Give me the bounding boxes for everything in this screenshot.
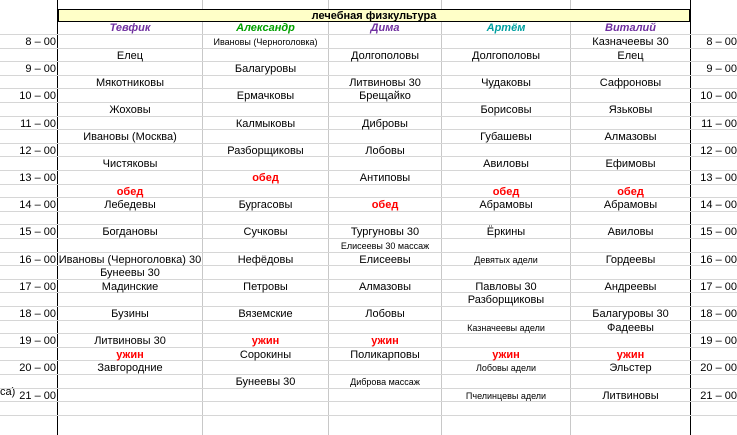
schedule-cell[interactable]: Ефимовы	[605, 158, 656, 170]
schedule-cell[interactable]: Нефёдовы	[237, 254, 294, 266]
schedule-cell[interactable]: Завгородние	[97, 362, 163, 374]
time-label-l[interactable]: 18 – 00	[19, 308, 56, 320]
schedule-cell[interactable]: Елец	[617, 50, 644, 62]
schedule-cell[interactable]: Ивановы (Москва)	[83, 131, 177, 143]
sheet-title[interactable]: лечебная физкультура	[58, 9, 690, 22]
schedule-cell[interactable]: Борисовы	[480, 104, 532, 116]
time-label-r[interactable]: 17 – 00	[700, 281, 737, 293]
edge-fragment: са)	[0, 386, 16, 398]
grid-line	[690, 0, 691, 435]
schedule-cell[interactable]: Диброва массаж	[350, 377, 420, 387]
schedule-cell[interactable]: Абрамовы	[479, 199, 533, 211]
schedule-cell[interactable]: Лобовы	[365, 308, 405, 320]
schedule-cell[interactable]: Долгополовы	[472, 50, 540, 62]
time-label-r[interactable]: 20 – 00	[700, 362, 737, 374]
schedule-cell[interactable]: Богдановы	[102, 226, 158, 238]
schedule-cell[interactable]: Елисеевы 30 массаж	[340, 241, 430, 251]
schedule-cell[interactable]: Казначеевы 30	[592, 36, 669, 48]
time-label-r[interactable]: 11 – 00	[701, 118, 737, 130]
meal-break-cell[interactable]: ужин	[251, 335, 280, 347]
time-label-r[interactable]: 14 – 00	[700, 199, 737, 211]
schedule-cell[interactable]: Вяземские	[238, 308, 293, 320]
time-label-l[interactable]: 14 – 00	[19, 199, 56, 211]
time-label-r[interactable]: 8 – 00	[706, 36, 737, 48]
schedule-cell[interactable]: Алмазовы	[358, 281, 412, 293]
schedule-cell[interactable]: Елец	[116, 50, 144, 62]
schedule-cell[interactable]: Разборщиковы	[227, 145, 304, 157]
teacher-header-dima[interactable]: Дима	[370, 22, 400, 34]
schedule-cell[interactable]: Язьковы	[608, 104, 653, 116]
schedule-cell[interactable]: Авиловы	[607, 226, 654, 238]
teacher-header-tevfik[interactable]: Тевфик	[109, 22, 151, 34]
schedule-cell[interactable]: Поликарповы	[350, 349, 420, 361]
schedule-cell[interactable]: Абрамовы	[603, 199, 658, 211]
time-label-r[interactable]: 13 – 00	[700, 172, 737, 184]
schedule-cell[interactable]: Петровы	[243, 281, 288, 293]
time-label-r[interactable]: 16 – 00	[700, 254, 737, 266]
meal-break-cell[interactable]: ужин	[371, 335, 399, 347]
schedule-cell[interactable]: Антиповы	[359, 172, 411, 184]
schedule-cell[interactable]: Дибровы	[362, 118, 408, 130]
time-label-l[interactable]: 16 – 00	[19, 254, 56, 266]
meal-break-cell[interactable]: обед	[617, 186, 644, 198]
schedule-cell[interactable]: Андреевы	[604, 281, 657, 293]
time-label-r[interactable]: 10 – 00	[700, 90, 737, 102]
time-label-r[interactable]: 21 – 00	[700, 390, 737, 402]
grid-line	[0, 415, 737, 416]
schedule-cell[interactable]: Сучковы	[243, 226, 288, 238]
time-label-l[interactable]: 17 – 00	[19, 281, 56, 293]
schedule-cell[interactable]: Лобовы адели	[475, 363, 537, 373]
teacher-header-aleksandr[interactable]: Александр	[236, 22, 295, 34]
schedule-cell[interactable]: Губашевы	[480, 131, 532, 143]
schedule-cell[interactable]: Девятых адели	[474, 255, 538, 265]
teacher-header-artyom[interactable]: Артём	[486, 22, 526, 34]
time-label-r[interactable]: 9 – 00	[706, 63, 737, 75]
meal-break-cell[interactable]: обед	[116, 186, 144, 198]
schedule-cell[interactable]: Лебедевы	[104, 199, 156, 211]
time-label-l[interactable]: 13 – 00	[19, 172, 56, 184]
schedule-cell[interactable]: Сорокины	[239, 349, 292, 361]
schedule-cell[interactable]: Эльстер	[609, 362, 652, 374]
schedule-cell[interactable]: Бунеевы 30	[100, 267, 160, 279]
meal-break-cell[interactable]: ужин	[116, 349, 144, 361]
time-label-r[interactable]: 15 – 00	[700, 226, 737, 238]
time-label-l[interactable]: 20 – 00	[19, 362, 56, 374]
schedule-cell[interactable]: Ёркины	[486, 226, 526, 238]
meal-break-cell[interactable]: ужин	[616, 349, 645, 361]
schedule-cell[interactable]: Мадинские	[101, 281, 159, 293]
time-label-r[interactable]: 18 – 00	[700, 308, 737, 320]
schedule-cell[interactable]: Елисеевы	[359, 254, 411, 266]
grid-line	[328, 0, 329, 435]
meal-break-cell[interactable]: ужин	[492, 349, 520, 361]
schedule-cell[interactable]: Бургасовы	[238, 199, 293, 211]
time-label-l[interactable]: 19 – 00	[19, 335, 56, 347]
time-label-l[interactable]: 12 – 00	[19, 145, 56, 157]
time-label-l[interactable]: 15 – 00	[19, 226, 56, 238]
teacher-header-vitaliy[interactable]: Виталий	[605, 22, 656, 34]
schedule-cell[interactable]: Ивановы (Черноголовка) 30	[58, 254, 202, 266]
schedule-cell[interactable]: Алмазовы	[604, 131, 657, 143]
schedule-cell[interactable]: Мякотниковы	[96, 77, 164, 89]
schedule-cell[interactable]: Сафроновы	[599, 77, 662, 89]
time-label-l[interactable]: 8 – 00	[25, 36, 56, 48]
schedule-cell[interactable]: Пчелинцевы адели	[465, 391, 547, 401]
time-label-r[interactable]: 12 – 00	[700, 145, 737, 157]
schedule-cell[interactable]: Казначеевы адели	[467, 323, 545, 333]
schedule-cell[interactable]: Павловы 30	[475, 281, 537, 293]
schedule-cell[interactable]: Брещайко	[359, 90, 411, 102]
schedule-cell[interactable]: Разборщиковы	[467, 294, 545, 306]
schedule-cell[interactable]: Чудаковы	[481, 77, 531, 89]
schedule-cell[interactable]: Ивановы (Черноголовка)	[213, 37, 318, 47]
time-label-l[interactable]: 9 – 00	[25, 63, 56, 75]
meal-break-cell[interactable]: обед	[252, 172, 279, 184]
schedule-cell[interactable]: Авиловы	[483, 158, 529, 170]
schedule-cell[interactable]: Балагуровы	[234, 63, 297, 75]
schedule-cell[interactable]: Литвиновы 30	[349, 77, 421, 89]
schedule-cell[interactable]: Балагуровы 30	[592, 308, 669, 320]
schedule-cell[interactable]: Лобовы	[365, 145, 405, 157]
schedule-cell[interactable]: Литвиновы	[602, 390, 659, 402]
time-label-l[interactable]: 21 – 00	[19, 390, 56, 402]
schedule-cell[interactable]: Бунеевы 30	[235, 376, 296, 388]
schedule-cell[interactable]: Тургуновы 30	[350, 226, 420, 238]
schedule-cell[interactable]: Калмыковы	[235, 118, 296, 130]
meal-break-cell[interactable]: обед	[492, 186, 520, 198]
time-label-l[interactable]: 11 – 00	[20, 118, 56, 130]
schedule-cell[interactable]: Фадеевы	[607, 322, 654, 334]
schedule-cell[interactable]: Бузины	[111, 308, 149, 320]
time-label-r[interactable]: 19 – 00	[700, 335, 737, 347]
schedule-cell[interactable]: Чистяковы	[102, 158, 158, 170]
schedule-cell[interactable]: Литвиновы 30	[94, 335, 166, 347]
meal-break-cell[interactable]: обед	[371, 199, 399, 211]
time-label-l[interactable]: 10 – 00	[19, 90, 56, 102]
schedule-cell[interactable]: Долгополовы	[351, 50, 419, 62]
schedule-cell[interactable]: Ермачковы	[236, 90, 295, 102]
schedule-cell[interactable]: Жоховы	[109, 104, 151, 116]
schedule-cell[interactable]: Гордеевы	[605, 254, 656, 266]
